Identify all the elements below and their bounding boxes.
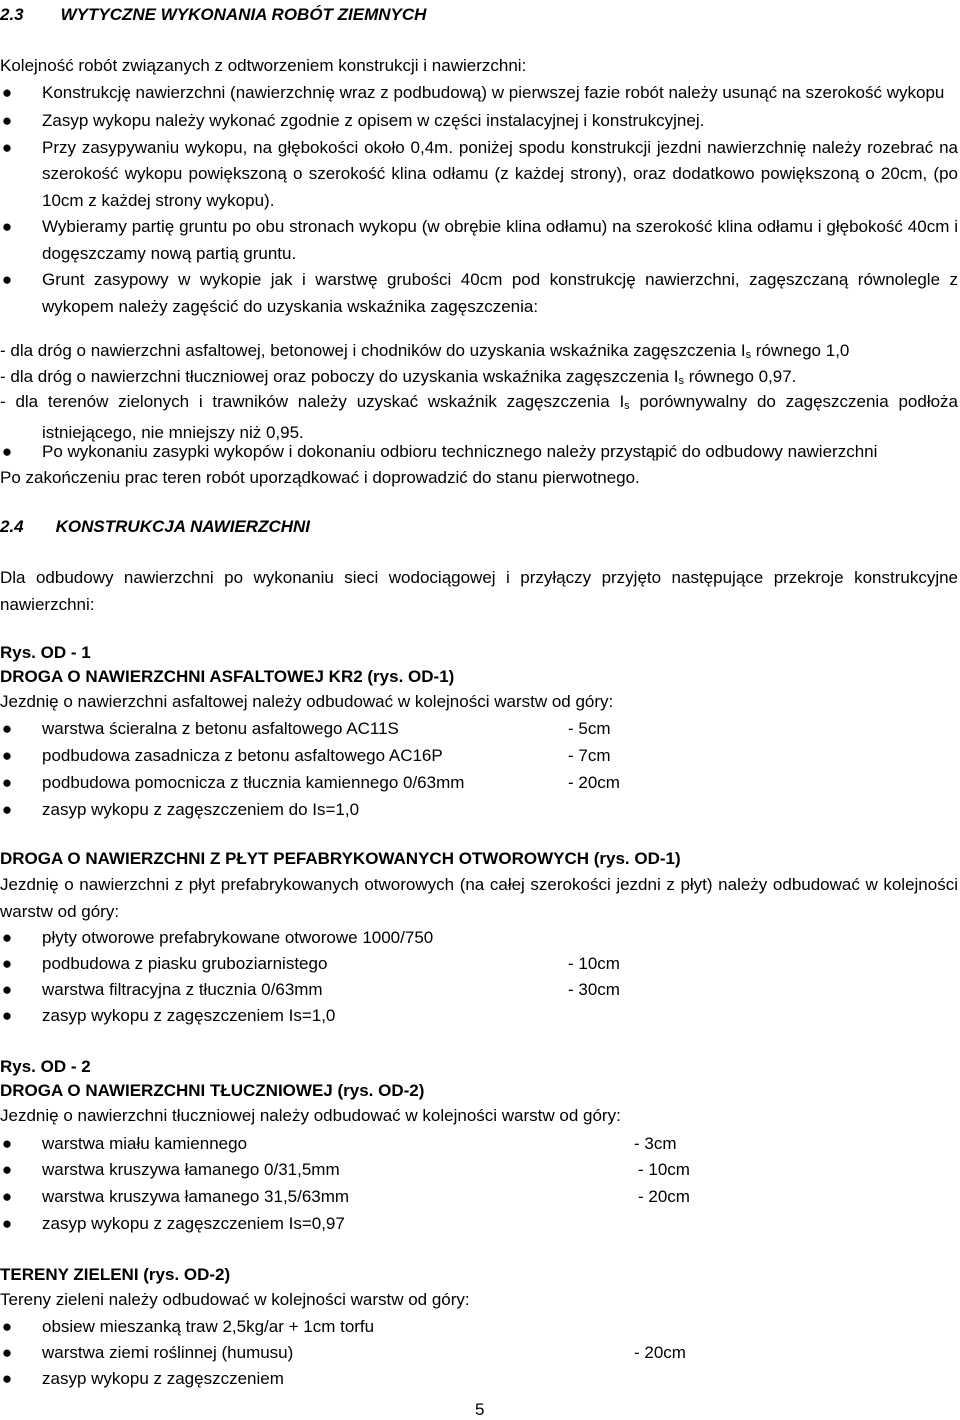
subsection-title: TERENY ZIELENI (rys. OD-2) (0, 1265, 231, 1284)
bullet-icon: ● (1, 270, 13, 289)
bullet-icon: ● (1, 111, 13, 130)
layer-thickness: - 30cm (568, 980, 620, 999)
layer-thickness: - 20cm (634, 1343, 686, 1362)
works-bullet-list (0, 82, 958, 320)
subsection-intro: Jezdnię o nawierzchni tłuczniowej należy odbudować w kolejności warstw od góry: (0, 1106, 621, 1125)
layer-thickness: - 20cm (638, 1187, 690, 1206)
compaction-line-1 (0, 340, 849, 366)
intro-text: Kolejność robót związanych z odtworzeniem konstrukcji i nawierzchni: (0, 56, 527, 75)
line-text: - dla dróg o nawierzchni tłuczniowej oraz poboczy do uzyskania wskaźnika zagęszczenia I (0, 367, 679, 386)
layer-name: zasyp wykopu z zagęszczeniem (42, 1369, 284, 1388)
section-heading-2-4 (0, 516, 310, 538)
layer-name: zasyp wykopu z zagęszczeniem Is=0,97 (42, 1214, 345, 1233)
subscript: s (678, 375, 684, 387)
layer-thickness: - 3cm (634, 1134, 677, 1153)
compaction-line-3 (0, 389, 958, 446)
layer-name: warstwa kruszywa łamanego 0/31,5mm (42, 1160, 340, 1179)
layer-name: warstwa ziemi roślinnej (humusu) (42, 1343, 294, 1362)
bullet-icon: ● (1, 137, 13, 157)
subsection-title: DROGA O NAWIERZCHNI Z PŁYT PEFABRYKOWANYCH OTWOROWYCH (rys. OD-1) (0, 849, 681, 868)
list-item (0, 108, 958, 135)
list-item (0, 82, 958, 108)
section-number: 2.4 (0, 517, 24, 536)
list-item (0, 214, 958, 267)
layer-name: zasyp wykopu z zagęszczeniem Is=1,0 (42, 1006, 336, 1025)
list-item (0, 135, 958, 215)
subscript: s (745, 349, 752, 361)
layer-thickness: - 20cm (568, 773, 620, 792)
list-item-text: Konstrukcję nawierzchni (nawierzchnię wraz z podbudową) w pierwszej fazie robót należy usunąć na szerokość wykopu (42, 83, 945, 102)
layer-name: podbudowa pomocnicza z tłucznia kamiennego 0/63mm (42, 773, 465, 792)
bullet-icon: ● (1, 980, 13, 999)
bullet-icon: ● (1, 746, 13, 765)
line-text: - dla dróg o nawierzchni asfaltowej, betonowej i chodników do uzyskania wskaźnika zagęszczenia I (0, 341, 746, 360)
bullet-icon: ● (1, 1343, 13, 1362)
bullet-icon: ● (1, 800, 13, 819)
bullet-icon: ● (1, 83, 13, 102)
bullet-icon: ● (1, 1006, 13, 1025)
figure-label: Rys. OD - 2 (0, 1057, 91, 1076)
layer-name: obsiew mieszanką traw 2,5kg/ar + 1cm torfu (42, 1317, 375, 1336)
bullet-icon: ● (1, 773, 13, 792)
bullet-icon: ● (1, 1317, 13, 1336)
list-item-text: Wybieramy partię gruntu po obu stronach wykopu (w obrębie klina odłamu) na szerokość klina odłamu i głębokość 40cm i dogęszczamy nową partią gruntu. (42, 217, 958, 263)
figure-label: Rys. OD - 1 (0, 643, 91, 662)
layer-thickness: - 7cm (568, 746, 611, 765)
bullet-icon: ● (1, 1187, 13, 1206)
list-item (0, 267, 958, 320)
section-title: KONSTRUKCJA NAWIERZCHNI (55, 517, 311, 536)
layer-name: podbudowa z piasku gruboziarnistego (42, 954, 328, 973)
line-text: - dla terenów zielonych i trawników należy uzyskać wskaźnik zagęszczenia I (0, 392, 625, 411)
bullet-icon: ● (1, 928, 13, 947)
subsection-title: DROGA O NAWIERZCHNI ASFALTOWEJ KR2 (rys. OD-1) (0, 667, 455, 686)
section-title: WYTYCZNE WYKONANIA ROBÓT ZIEMNYCH (60, 5, 427, 24)
section-intro: Dla odbudowy nawierzchni po wykonaniu sieci wodociągowej i przyłączy przyjęto następujące przekroje konstrukcyjne nawierzchni: (0, 568, 958, 614)
layer-name: podbudowa zasadnicza z betonu asfaltowego AC16P (42, 746, 443, 765)
subsection-intro: Jezdnię o nawierzchni asfaltowej należy odbudować w kolejności warstw od góry: (0, 692, 614, 711)
layer-name: warstwa miału kamiennego (42, 1134, 248, 1153)
layer-name: warstwa kruszywa łamanego 31,5/63mm (42, 1187, 350, 1206)
bullet-icon: ● (1, 1160, 13, 1179)
bullet-icon: ● (1, 1214, 13, 1233)
bullet-icon: ● (1, 442, 13, 461)
subsection-intro: Tereny zieleni należy odbudować w kolejności warstw od góry: (0, 1290, 470, 1309)
layer-thickness: - 10cm (638, 1160, 690, 1179)
line-text: równego 1,0 (751, 341, 850, 360)
bullet-icon: ● (1, 1369, 13, 1388)
list-item-text: Grunt zasypowy w wykopie jak i warstwę grubości 40cm pod konstrukcję nawierzchni, zagęszczaną równolegle z wykopem należy zagęścić do uzyskania wskaźnika zagęszczenia: (42, 270, 958, 316)
bullet-icon: ● (1, 719, 13, 738)
list-item-text: Po wykonaniu zasypki wykopów i dokonaniu odbioru technicznego należy przystąpić do odbudowy nawierzchni (42, 442, 878, 461)
list-item-text: Zasyp wykopu należy wykonać zgodnie z opisem w części instalacyjnej i konstrukcyjnej. (42, 111, 705, 130)
list-item-text: Przy zasypywaniu wykopu, na głębokości około 0,4m. poniżej spodu konstrukcji jezdni nawierzchnię należy rozebrać na szerokość wykopu powiększoną o szerokość klina odłamu (z każdej strony), oraz dodatkowo powiększoną o 20cm, (po 10cm z każdej strony wykopu). (42, 137, 958, 210)
subsection-intro: Jezdnię o nawierzchni z płyt prefabrykowanych otworowych (na całej szerokości jezdni z płyt) należy odbudować w kolejności warstw od góry: (0, 875, 958, 921)
bullet-icon: ● (1, 1134, 13, 1153)
layer-name: warstwa filtracyjna z tłucznia 0/63mm (42, 980, 323, 999)
layer-thickness: - 5cm (568, 719, 611, 738)
subscript: s (624, 400, 630, 412)
layer-name: płyty otworowe prefabrykowane otworowe 1000/750 (42, 928, 434, 947)
line-text: porównywalny do zagęszczenia podłoża istniejącego, nie mniejszy niż 0,95. (42, 392, 959, 442)
bullet-icon: ● (1, 217, 13, 236)
layer-thickness: - 10cm (568, 954, 620, 973)
section-number: 2.3 (0, 5, 24, 24)
line-text: równego 0,97. (683, 367, 797, 386)
page-number: 5 (475, 1400, 485, 1419)
closing-text: Po zakończeniu prac teren robót uporządkować i doprowadzić do stanu pierwotnego. (0, 468, 640, 487)
section-heading-2-3 (0, 4, 426, 26)
layer-name: zasyp wykopu z zagęszczeniem do Is=1,0 (42, 800, 360, 819)
subsection-title: DROGA O NAWIERZCHNI TŁUCZNIOWEJ (rys. OD-2) (0, 1081, 425, 1100)
layer-name: warstwa ścieralna z betonu asfaltowego AC11S (42, 719, 399, 738)
bullet-icon: ● (1, 954, 13, 973)
